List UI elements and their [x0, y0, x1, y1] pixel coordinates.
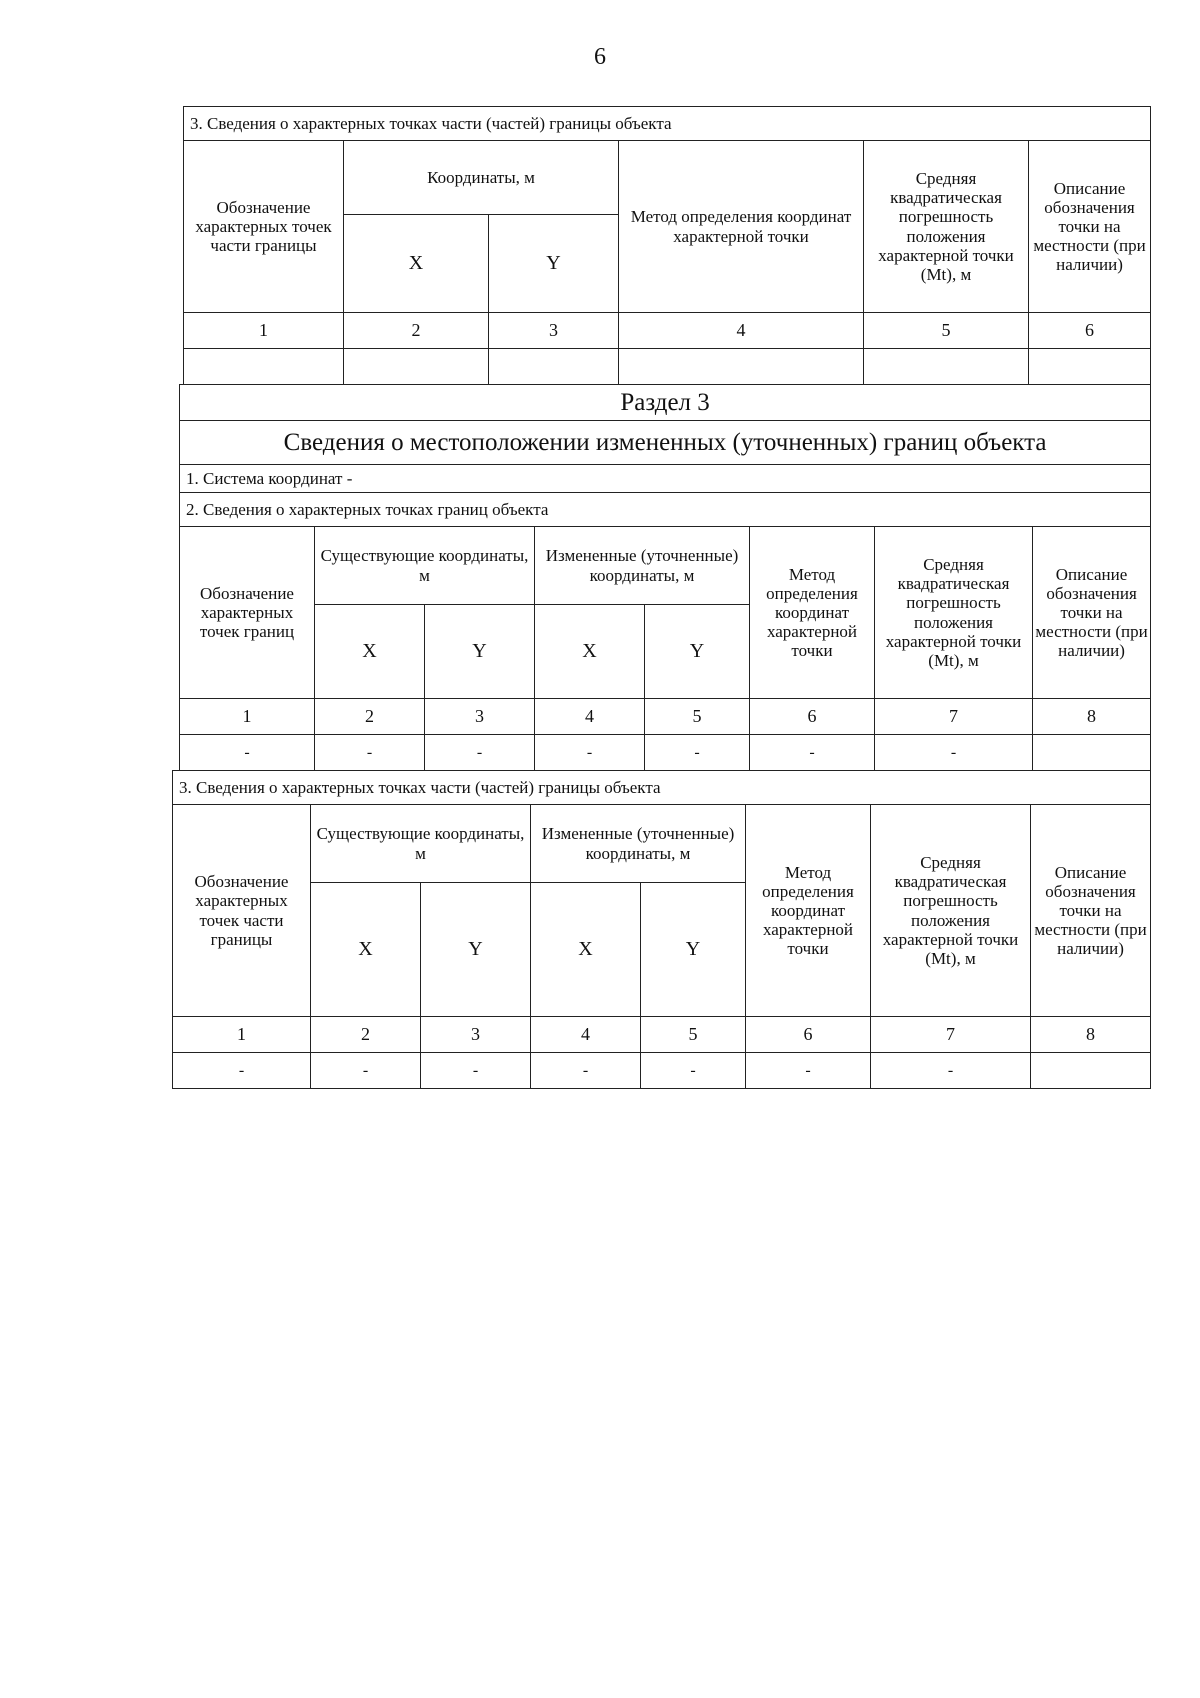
section-heading: Сведения о местоположении измененных (уточненных) границ объекта — [180, 421, 1151, 465]
header-x: X — [531, 883, 641, 1017]
table-cell: - — [421, 1053, 531, 1089]
header-y: Y — [489, 215, 619, 313]
table-row — [173, 1053, 1151, 1089]
header-y: Y — [421, 883, 531, 1017]
column-number: 6 — [1029, 313, 1151, 349]
column-number: 1 — [173, 1017, 311, 1053]
column-number: 5 — [641, 1017, 746, 1053]
boundary-points-table — [179, 384, 1151, 771]
header-accuracy: Средняя квадратическая погрешность положения характерной точки (Mt), м — [864, 141, 1029, 313]
header-method: Метод определения координат характерной точки — [619, 141, 864, 313]
column-number: 1 — [180, 699, 315, 735]
header-description: Описание обозначения точки на местности (при наличии) — [1031, 805, 1151, 1017]
header-description: Описание обозначения точки на местности (при наличии) — [1029, 141, 1151, 313]
table-cell — [1033, 735, 1151, 771]
column-number: 3 — [421, 1017, 531, 1053]
part-points-table-top — [183, 106, 1151, 385]
part-points-table-bottom — [172, 770, 1151, 1089]
table-cell — [619, 349, 864, 385]
table-cell: - — [641, 1053, 746, 1089]
table-caption: 3. Сведения о характерных точках части (частей) границы объекта — [184, 107, 1151, 141]
table-cell: - — [750, 735, 875, 771]
header-coordinates: Координаты, м — [344, 141, 619, 215]
table-cell: - — [746, 1053, 871, 1089]
column-number: 3 — [489, 313, 619, 349]
header-designation: Обозначение характерных точек границ — [180, 527, 315, 699]
table-cell — [1029, 349, 1151, 385]
table-cell — [1031, 1053, 1151, 1089]
column-number: 1 — [184, 313, 344, 349]
header-x: X — [315, 605, 425, 699]
section-title: Раздел 3 — [180, 385, 1151, 421]
column-number: 3 — [425, 699, 535, 735]
table-cell — [184, 349, 344, 385]
table-row — [184, 349, 1151, 385]
table-cell: - — [871, 1053, 1031, 1089]
header-existing-coordinates: Существующие координаты, м — [311, 805, 531, 883]
header-description: Описание обозначения точки на местности (при наличии) — [1033, 527, 1151, 699]
header-method: Метод определения координат характерной точки — [746, 805, 871, 1017]
page-number: 6 — [594, 44, 606, 70]
column-number: 6 — [746, 1017, 871, 1053]
column-number: 7 — [871, 1017, 1031, 1053]
header-designation: Обозначение характерных точек части границы — [173, 805, 311, 1017]
column-number: 6 — [750, 699, 875, 735]
column-number: 2 — [344, 313, 489, 349]
header-y: Y — [641, 883, 746, 1017]
header-y: Y — [425, 605, 535, 699]
table-cell — [864, 349, 1029, 385]
header-designation: Обозначение характерных точек части границы — [184, 141, 344, 313]
table-caption: 3. Сведения о характерных точках части (частей) границы объекта — [173, 771, 1151, 805]
header-existing-coordinates: Существующие координаты, м — [315, 527, 535, 605]
header-changed-coordinates: Измененные (уточненные) координаты, м — [535, 527, 750, 605]
column-number: 8 — [1033, 699, 1151, 735]
column-number: 2 — [311, 1017, 421, 1053]
coordinate-system: 1. Система координат - — [180, 465, 1151, 493]
table-cell: - — [315, 735, 425, 771]
column-number: 8 — [1031, 1017, 1151, 1053]
table-cell: - — [173, 1053, 311, 1089]
header-accuracy: Средняя квадратическая погрешность положения характерной точки (Mt), м — [875, 527, 1033, 699]
table-cell: - — [425, 735, 535, 771]
table-cell — [489, 349, 619, 385]
table-caption: 2. Сведения о характерных точках границ объекта — [180, 493, 1151, 527]
column-number: 4 — [535, 699, 645, 735]
table-cell: - — [875, 735, 1033, 771]
column-number: 4 — [619, 313, 864, 349]
column-number-row — [184, 313, 1151, 349]
table-cell: - — [535, 735, 645, 771]
column-number: 5 — [864, 313, 1029, 349]
table-cell — [344, 349, 489, 385]
table-cell: - — [180, 735, 315, 771]
table-cell: - — [645, 735, 750, 771]
column-number: 7 — [875, 699, 1033, 735]
header-accuracy: Средняя квадратическая погрешность положения характерной точки (Mt), м — [871, 805, 1031, 1017]
column-number: 2 — [315, 699, 425, 735]
table-row — [180, 735, 1151, 771]
column-number-row — [180, 699, 1151, 735]
header-changed-coordinates: Измененные (уточненные) координаты, м — [531, 805, 746, 883]
column-number: 4 — [531, 1017, 641, 1053]
table-cell: - — [531, 1053, 641, 1089]
column-number: 5 — [645, 699, 750, 735]
column-number-row — [173, 1017, 1151, 1053]
header-x: X — [311, 883, 421, 1017]
header-x: X — [535, 605, 645, 699]
table-cell: - — [311, 1053, 421, 1089]
header-y: Y — [645, 605, 750, 699]
header-x: X — [344, 215, 489, 313]
header-method: Метод определения координат характерной точки — [750, 527, 875, 699]
